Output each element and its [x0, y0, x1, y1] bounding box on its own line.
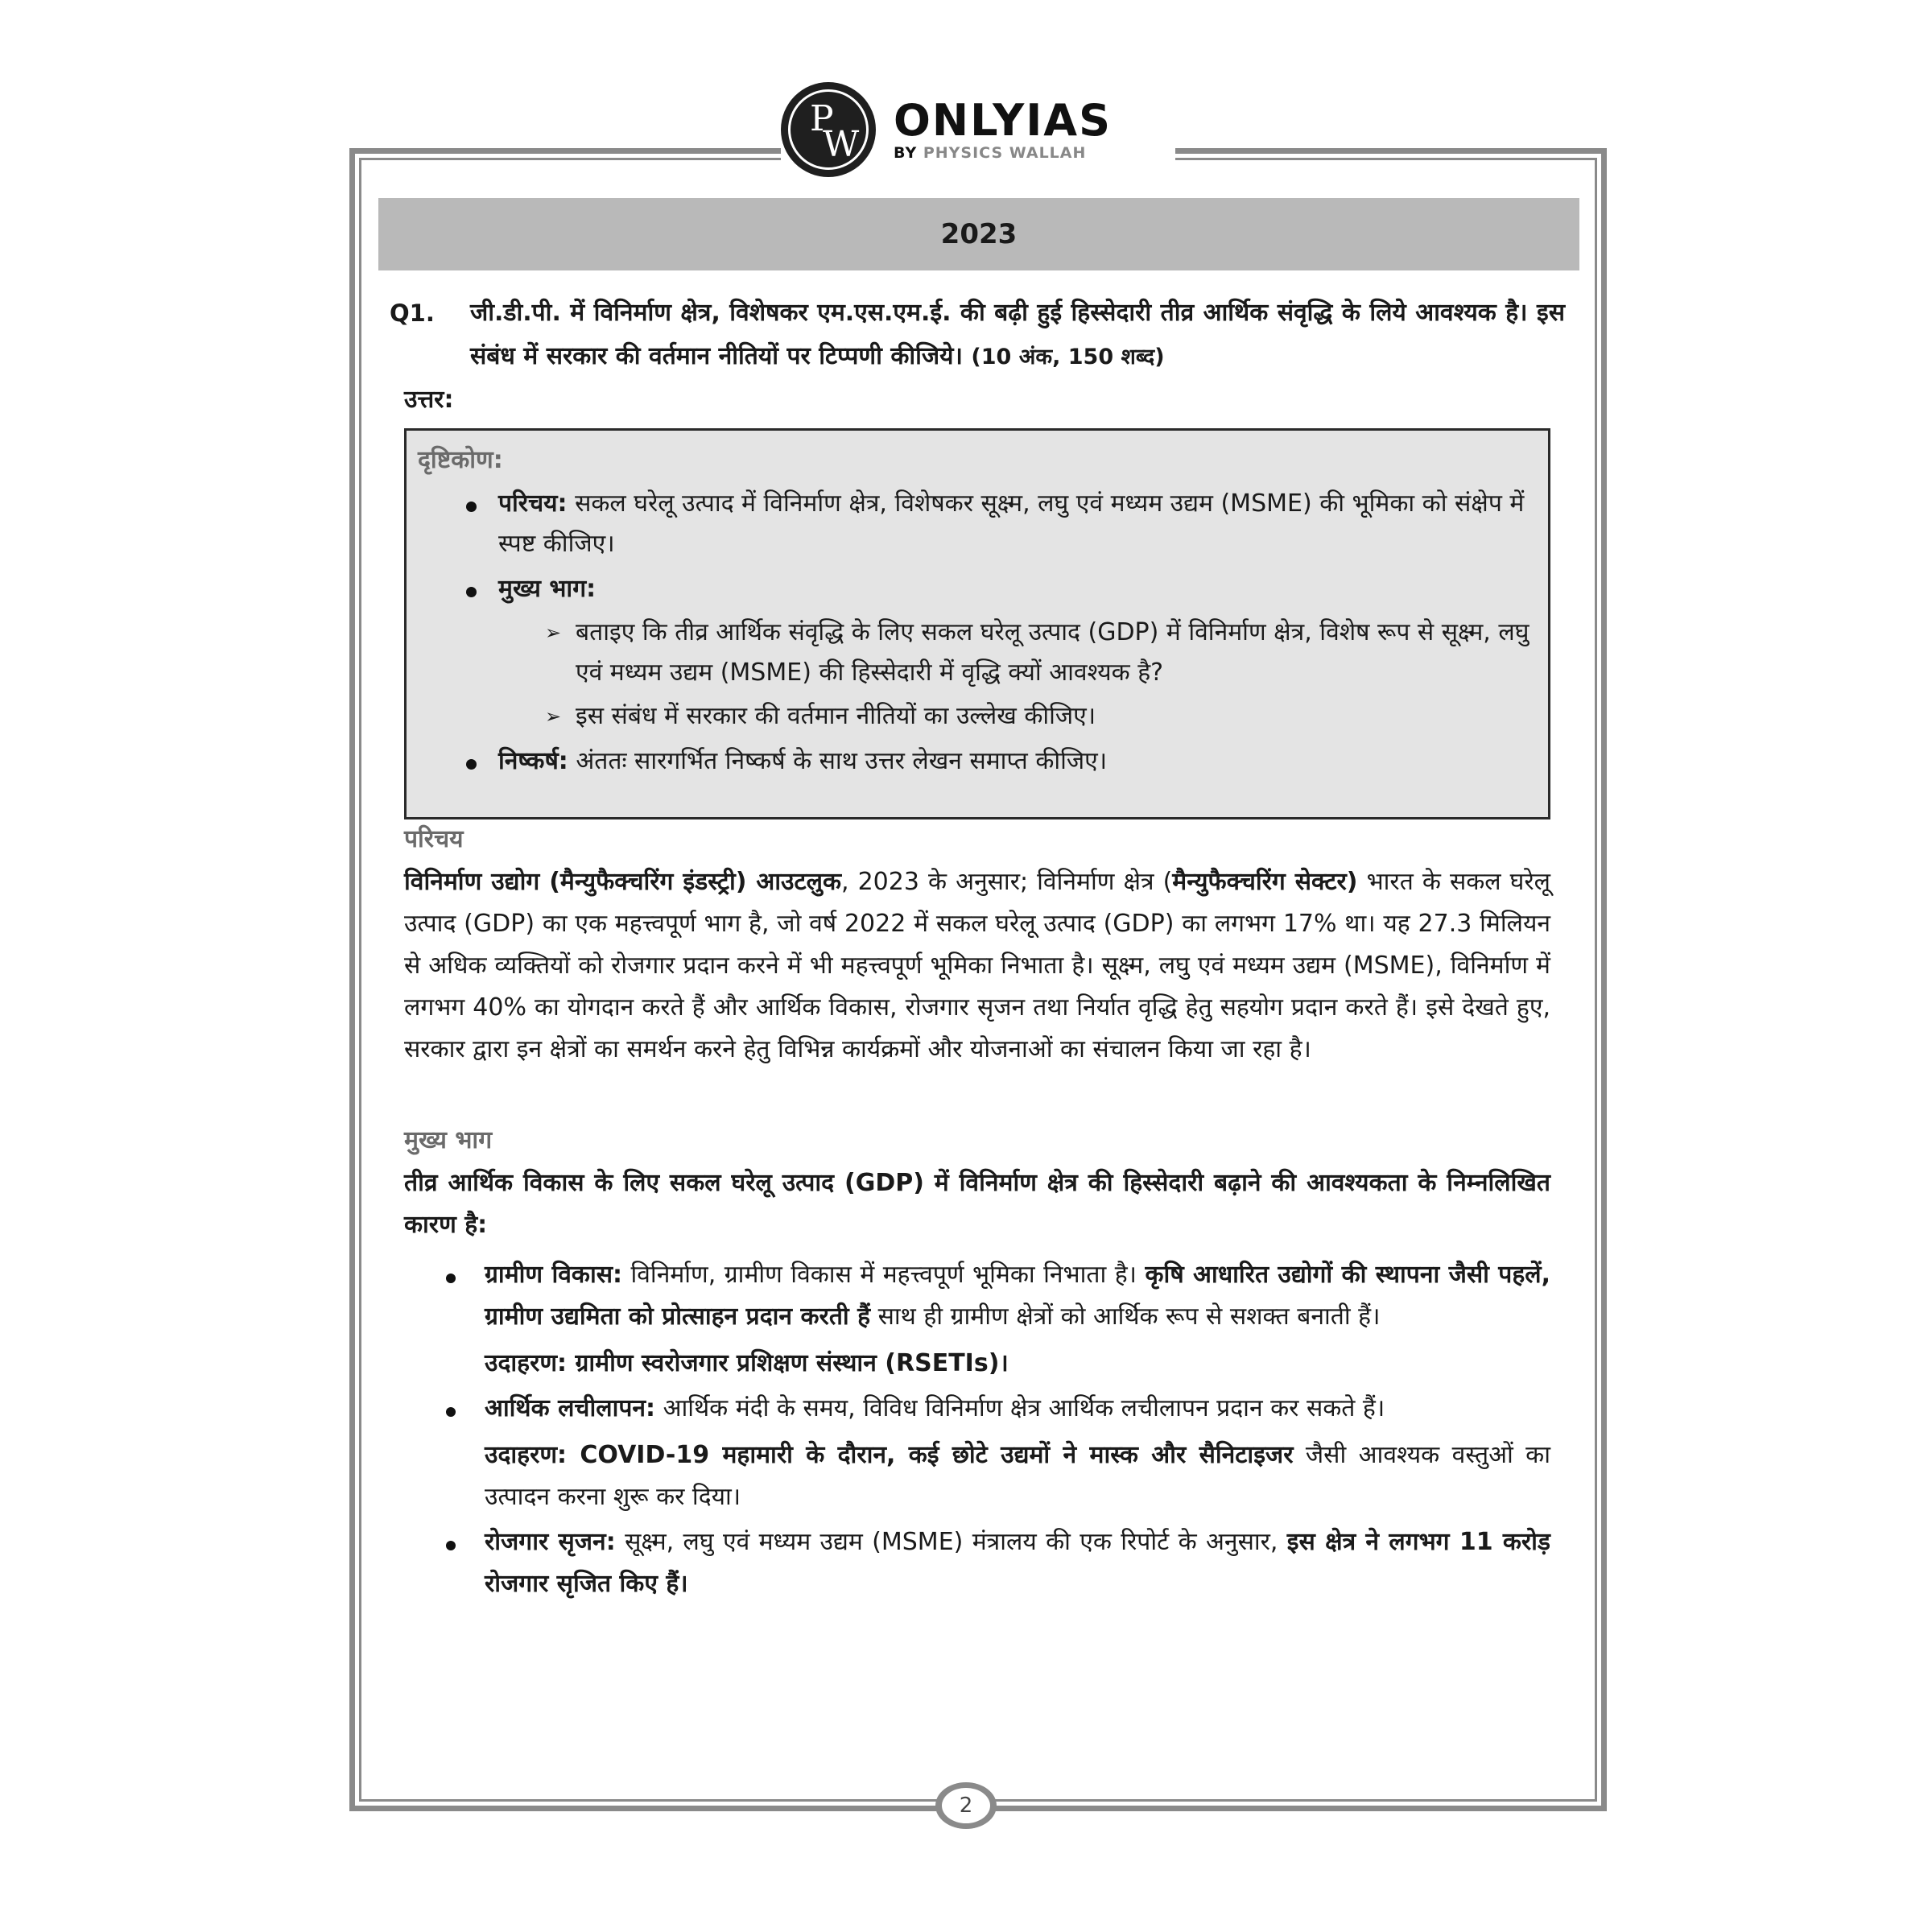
main-lead: तीव्र आर्थिक विकास के लिए सकल घरेलू उत्पाद (GDP) में विनिर्माण क्षेत्र की हिस्सेदारी बढ़ाने की आवश्यकता के निम्नलिखित कारण है: — [404, 1169, 1550, 1239]
bullet-icon — [446, 1407, 456, 1417]
main-list — [404, 1254, 1550, 1605]
list-item: ग्रामीण विकास: विनिर्माण, ग्रामीण विकास में महत्त्वपूर्ण भूमिका निभाता है। कृषि आधारित उद्योगों की स्थापना जैसी पहलें, ग्रामीण उद्यमिता को प्रोत्साहन प्रदान करती हैं साथ ही ग्रामीण क्षेत्रों को आर्थिक रूप से सशक्त बनाती हैं। — [404, 1254, 1550, 1338]
list-item-example: उदाहरण: COVID-19 महामारी के दौरान, कई छोटे उद्यमों ने मास्क और सैनिटाइजर जैसी आवश्यक वस्तुओं का उत्पादन करना शुरू कर दिया। — [485, 1441, 1550, 1511]
main-heading: मुख्य भाग — [404, 1126, 493, 1154]
logo-brand: ONLYIAS — [894, 95, 1112, 146]
approach-sub-2: ➢ इस संबंध में सरकार की वर्तमान नीतियों का उल्लेख कीजिए। — [418, 696, 1538, 737]
list-item: आर्थिक लचीलापन: आर्थिक मंदी के समय, विविध विनिर्माण क्षेत्र आर्थिक लचीलापन प्रदान कर सकते हैं। — [404, 1388, 1550, 1430]
approach-intro: परिचय: सकल घरेलू उत्पाद में विनिर्माण क्षेत्र, विशेषकर सूक्ष्म, लघु एवं मध्यम उद्यम (MSME) की भूमिका को संक्षेप में स्पष्ट कीजिए। — [418, 484, 1538, 564]
arrow-bullet-icon: ➢ — [545, 621, 562, 644]
question — [390, 291, 1565, 379]
bullet-icon — [446, 1541, 456, 1550]
answer-label: उत्तर: — [404, 386, 454, 414]
bullet-icon — [446, 1274, 456, 1283]
list-item: रोजगार सृजन: सूक्ष्म, लघु एवं मध्यम उद्यम (MSME) मंत्रालय की एक रिपोर्ट के अनुसार, इस क्षेत्र ने लगभग 11 करोड़ रोजगार सृजित किए हैं। — [404, 1521, 1550, 1605]
pw-logo-icon: P W — [781, 82, 876, 177]
bullet-icon — [466, 502, 477, 512]
approach-conclusion: निष्कर्ष: अंततः सारगर्भित निष्कर्ष के साथ उत्तर लेखन समाप्त कीजिए। — [418, 741, 1538, 782]
question-meta: (10 अंक, 150 शब्द) — [971, 345, 1165, 369]
logo — [781, 77, 1175, 182]
question-number: Q1. — [390, 299, 435, 327]
approach-title: दृष्टिकोण: — [418, 446, 503, 474]
intro-paragraph: विनिर्माण उद्योग (मैन्युफैक्चरिंग इंडस्ट्री) आउटलुक, 2023 के अनुसार; विनिर्माण क्षेत्र (मैन्युफैक्चरिंग सेक्टर) भारत के सकल घरेलू उत्पाद (GDP) का एक महत्त्वपूर्ण भाग है, जो वर्ष 2022 में सकल घरेलू उत्पाद (GDP) का लगभग 17% था। यह 27.3 मिलियन से अधिक व्यक्तियों को रोजगार प्रदान करने में भी महत्त्वपूर्ण भूमिका निभाता है। सूक्ष्म, लघु एवं मध्यम उद्यम (MSME), विनिर्माण में लगभग 40% का योगदान करते हैं और आर्थिक विकास, रोजगार सृजन तथा निर्यात वृद्धि हेतु सहयोग प्रदान करते हैं। इसे देखते हुए, सरकार द्वारा इन क्षेत्रों का समर्थन करने हेतु विभिन्न कार्यक्रमों और योजनाओं का संचालन किया जा रहा है। — [404, 868, 1550, 1063]
logo-subtitle: BY PHYSICS WALLAH — [894, 144, 1087, 162]
approach-main: मुख्य भाग: — [418, 569, 1538, 609]
arrow-bullet-icon: ➢ — [545, 705, 562, 728]
list-item-example: उदाहरण: ग्रामीण स्वरोजगार प्रशिक्षण संस्थान (RSETIs)। — [485, 1349, 1009, 1377]
intro-heading: परिचय — [404, 825, 464, 853]
bullet-icon — [466, 587, 477, 597]
bullet-icon — [466, 759, 477, 770]
approach-sub-1: ➢ बताइए कि तीव्र आर्थिक संवृद्धि के लिए सकल घरेलू उत्पाद (GDP) में विनिर्माण क्षेत्र, विशेष रूप से सूक्ष्म, लघु एवं मध्यम उद्यम (MSME) की हिस्सेदारी में वृद्धि क्यों आवश्यक है? — [418, 613, 1538, 693]
page-number: 2 — [935, 1782, 997, 1829]
year-heading: 2023 — [378, 198, 1579, 270]
approach-box — [404, 428, 1550, 819]
question-text: जी.डी.पी. में विनिर्माण क्षेत्र, विशेषकर एम.एस.एम.ई. की बढ़ी हुई हिस्सेदारी तीव्र आर्थिक संवृद्धि के लिये आवश्यक है। इस संबंध में सरकार की वर्तमान नीतियों पर टिप्पणी कीजिये। (10 अंक, 150 शब्द) — [470, 299, 1565, 370]
